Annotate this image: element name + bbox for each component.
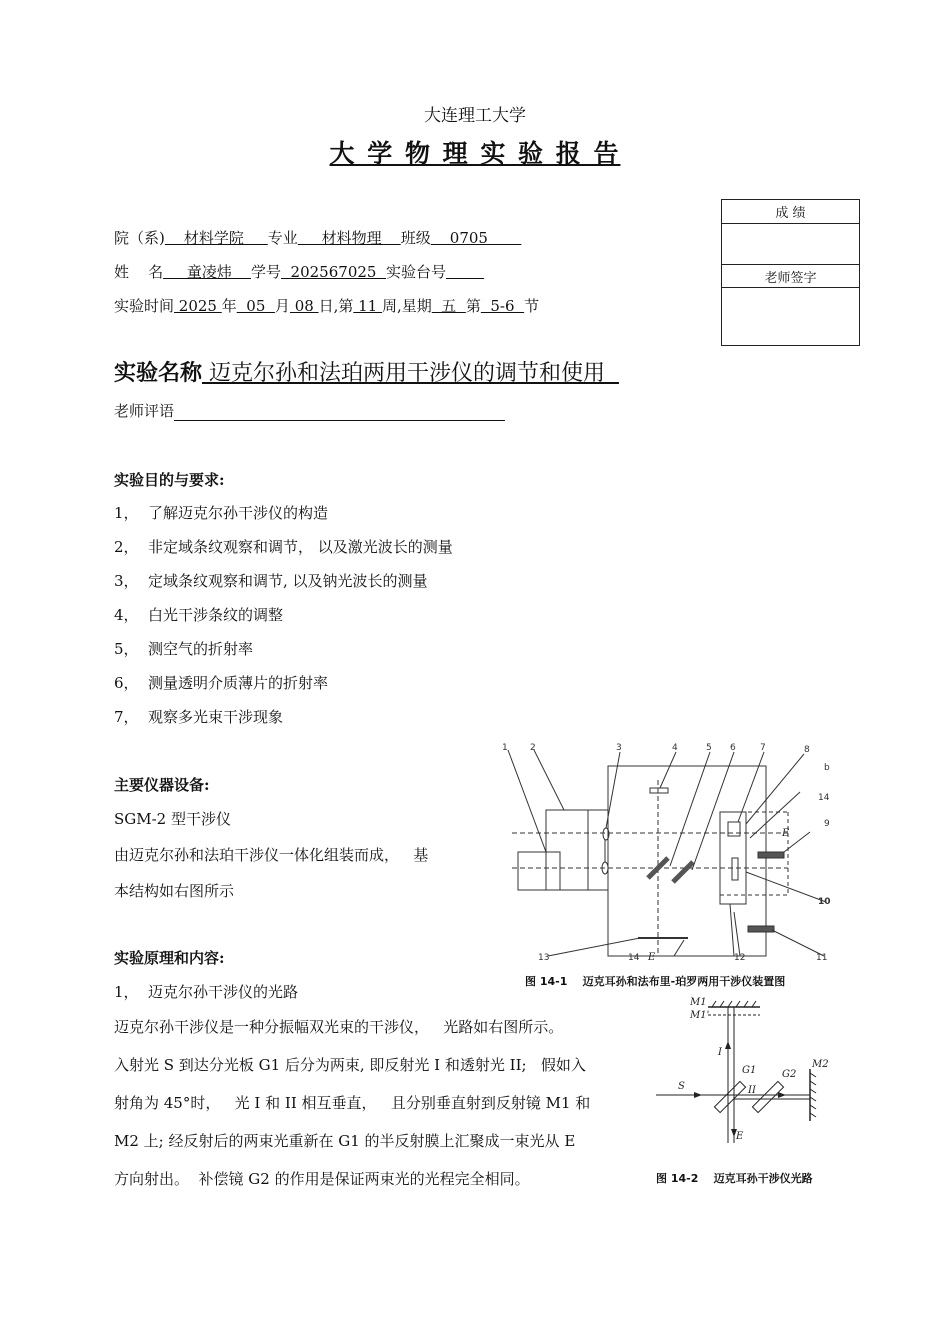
apparatus-label: 7 [760,743,766,753]
report-title [0,134,950,170]
optical-path-diagram [650,993,830,1163]
id-label: 学号 [251,263,282,281]
objective-item [114,673,453,707]
light-source-box [518,852,560,890]
university-name: 大连理工大学 [424,106,526,126]
equipment-desc-2: 本结构如右图所示 [114,882,235,900]
compensator-g2 [673,862,693,882]
objective-num: 5， [114,640,139,658]
objective-text: 白光干涉条纹的调整 [148,606,284,624]
desk-value [446,263,484,281]
apparatus-label: 11 [816,953,828,963]
class-value: 0705 [430,229,522,247]
comment-blank [174,404,505,421]
year-label: 年 [221,297,237,315]
principle-sub1 [114,982,298,1002]
time-label: 实验时间 [114,297,175,315]
apparatus-label: 12 [734,953,746,963]
figure2-caption: 图 14-2 迈克耳孙干涉仪光路 [656,1172,813,1185]
label-g2: G2 [782,1069,797,1080]
major-value: 材料物理 [297,229,401,247]
label-e: E [736,1131,744,1142]
day-label: 日,第 [318,297,354,315]
plate-g1 [714,1081,745,1112]
signature-label: 老师签字 [722,265,860,288]
comment-line [114,401,505,421]
label-g1: G1 [742,1065,757,1076]
month-value: 05 [236,297,275,315]
apparatus-label: E [648,952,656,963]
dept-value: 材料学院 [164,229,268,247]
principle-sub1-title: 迈克尔孙干涉仪的光路 [148,983,299,1001]
info-line-dept [114,228,521,248]
score-value [722,224,860,265]
experiment-name-value: 迈克尔孙和法珀两用干涉仪的调节和使用 [202,361,619,386]
objective-num: 2， [114,538,139,556]
principle-line: M2 上; 经反射后的两束光重新在 G1 的半反射膜上汇聚成一束光从 E [114,1132,576,1150]
day-value: 08 [289,297,319,315]
objective-item [114,503,453,537]
apparatus-label: 1 [502,743,508,753]
name-value: 童凌炜 [163,263,251,281]
info-line-time [114,296,539,316]
label-m1-prime: M1' [690,1010,710,1021]
month-label: 月 [274,297,290,315]
weekday-value: 五 [431,297,466,315]
objective-item [114,707,453,741]
objective-num: 3， [114,572,139,590]
class-label: 班级 [400,229,431,247]
objective-item [114,571,453,605]
comment-label: 老师评语 [114,402,175,420]
label-i: I [718,1047,722,1058]
desk-label: 实验台号 [385,263,446,281]
year-value: 2025 [174,297,222,315]
apparatus-label: 14 [628,953,640,963]
week-label: 周,星期 [381,297,432,315]
label-s: S [678,1081,685,1092]
principle-line: 射角为 45°时， 光 I 和 II 相互垂直， 且分别垂直射到反射镜 M1 和 [114,1094,591,1112]
name-label: 姓 名 [114,263,164,281]
major-label: 专业 [267,229,298,247]
objective-text: 了解迈克尔孙干涉仪的构造 [148,504,329,522]
objectives-list [114,503,453,741]
label-m2: M2 [812,1059,829,1070]
objective-num: 7， [114,708,139,726]
apparatus-label: 4 [672,743,678,753]
experiment-name-label: 实验名称 [114,360,203,386]
principle-sub1-num: 1， [114,983,139,1001]
equipment-model: SGM-2 型干涉仪 [114,810,231,828]
objective-num: 1， [114,504,139,522]
apparatus-label: 6 [730,743,736,753]
mirror-m1 [650,788,668,793]
equipment-heading: 主要仪器设备: [114,776,210,794]
apparatus-label: 2 [530,743,536,753]
equipment-desc-1: 由迈克尔孙和法珀干涉仪一体化组装而成， 基 [114,846,429,864]
objectives-heading: 实验目的与要求: [114,471,225,489]
principle-paragraph [114,1017,590,1207]
experiment-name-line [114,359,619,388]
info-line-name [114,262,484,282]
week-value: 11 [353,297,382,315]
principle-line: 方向射出。 补偿镜 G2 的作用是保证两束光的光程完全相同。 [114,1170,530,1188]
apparatus-label: 8 [804,745,810,755]
principle-heading: 实验原理和内容: [114,949,225,967]
figure1-caption: 图 14-1 迈克耳孙和法布里-珀罗两用干涉仪装置图 [525,975,786,988]
apparatus-label: 3 [616,743,622,753]
apparatus-label: 5 [706,743,712,753]
dept-label: 院（系) [114,229,165,247]
report-title-text: 大 学 物 理 实 验 报 告 [329,139,621,168]
objective-text: 观察多光束干涉现象 [148,708,284,726]
objective-num: 6， [114,674,139,692]
signature-value [722,288,860,346]
objective-num: 4， [114,606,139,624]
apparatus-label: 14 [818,793,830,803]
principle-line: 入射光 S 到达分光板 G1 后分为两束, 即反射光 I 和透射光 II; 假如入 [114,1056,586,1074]
objective-item [114,605,453,639]
objective-item [114,639,453,673]
objective-text: 测空气的折射率 [148,640,254,658]
label-m1: M1 [690,997,707,1008]
objective-text: 非定域条纹观察和调节， 以及激光波长的测量 [148,538,453,556]
principle-line: 迈克尔孙干涉仪是一种分振幅双光束的干涉仪， 光路如右图所示。 [114,1018,564,1036]
period-suffix: 节 [524,297,540,315]
grade-box [721,199,860,346]
mount-block [546,810,588,890]
period-prefix: 第 [465,297,481,315]
apparatus-label: 9 [824,819,830,829]
housing-outline [608,766,766,956]
objective-text: 测量透明介质薄片的折射率 [148,674,329,692]
apparatus-label: b [824,763,830,773]
id-value: 202567025 [281,263,386,281]
label-ii: II [748,1085,756,1096]
objective-item [114,537,453,571]
objective-text: 定域条纹观察和调节, 以及钠光波长的测量 [148,572,428,590]
score-label: 成 绩 [722,200,860,224]
apparatus-label: 10 [818,897,831,907]
apparatus-label: E [782,828,790,839]
apparatus-diagram [488,740,840,990]
apparatus-label: 13 [538,953,550,963]
period-value: 5-6 [480,297,525,315]
